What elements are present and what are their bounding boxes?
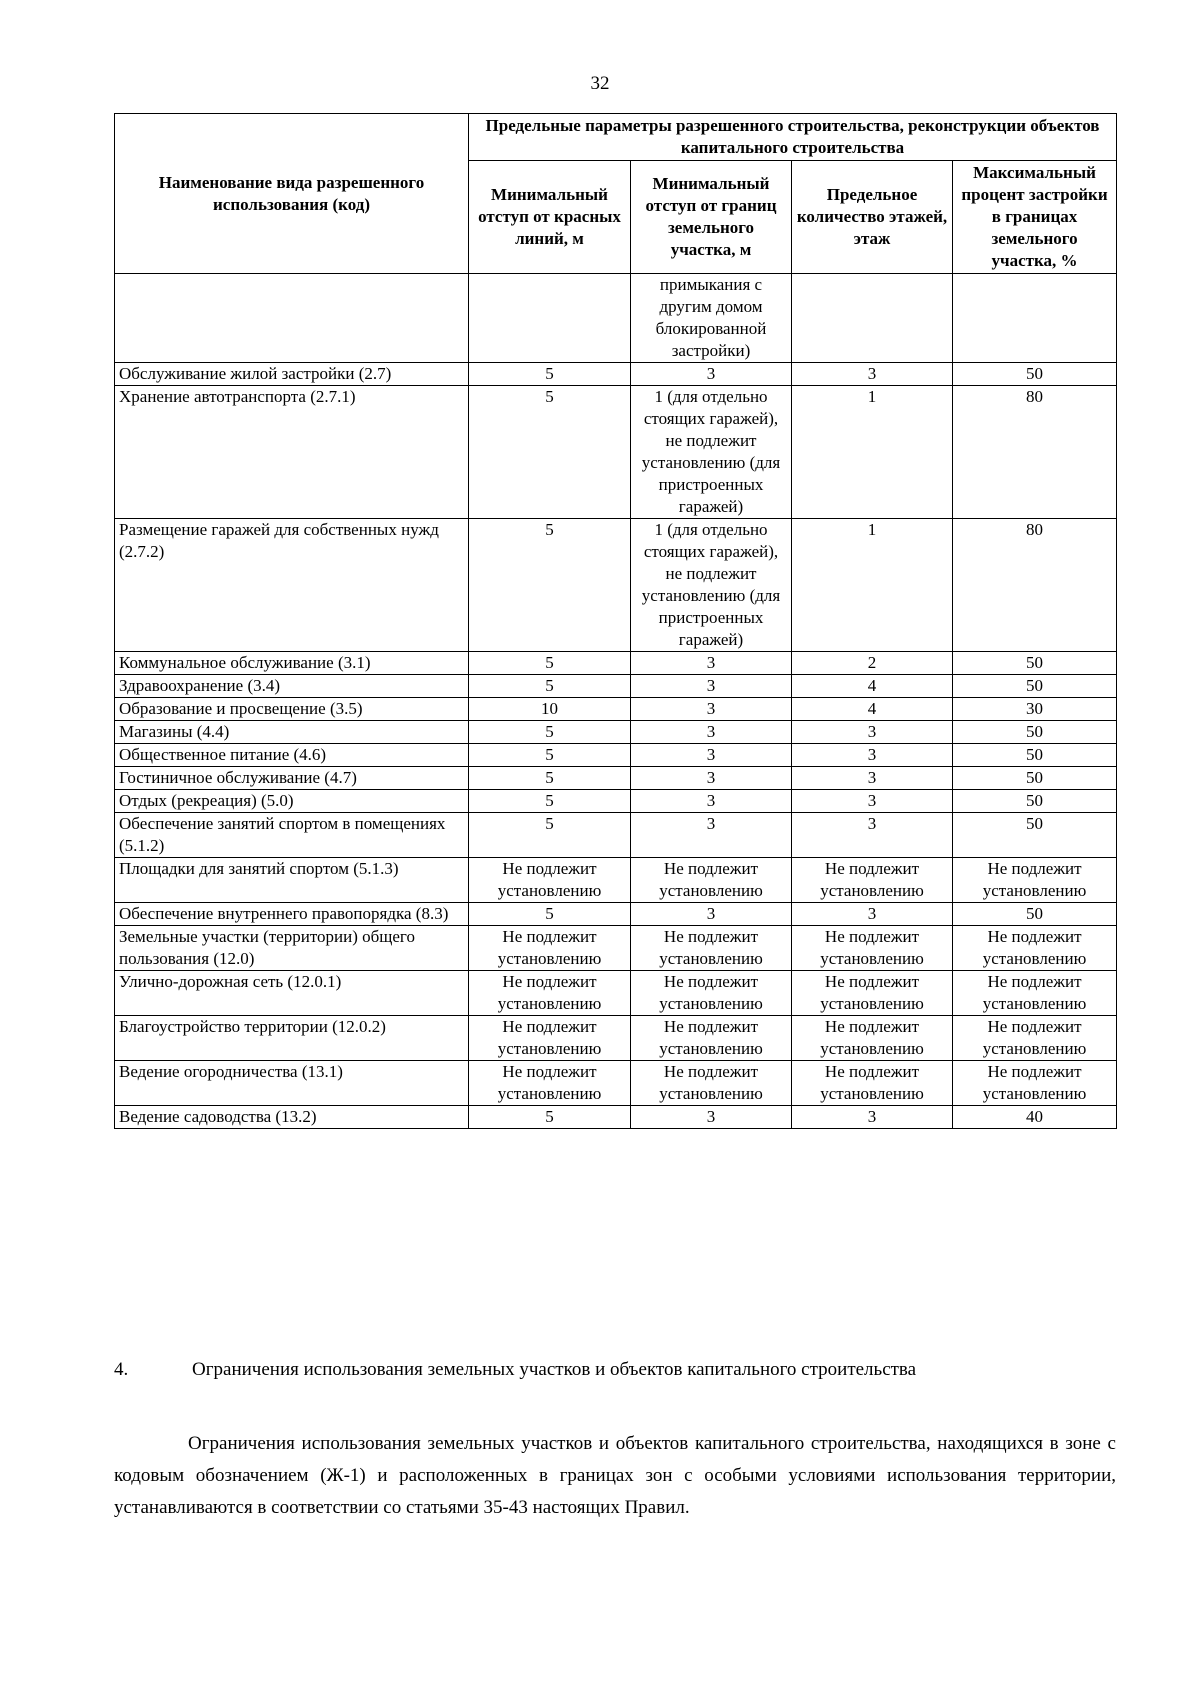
cell-red-lines: 5	[469, 386, 631, 519]
cell-boundaries: 3	[631, 903, 792, 926]
land-use-parameters-table	[114, 113, 1117, 1129]
table-row	[115, 675, 1117, 698]
cell-percent: 50	[953, 744, 1117, 767]
cell-red-lines	[469, 274, 631, 363]
table-row	[115, 971, 1117, 1016]
cell-percent: 50	[953, 790, 1117, 813]
table-row	[115, 1106, 1117, 1129]
cell-red-lines: Не подлежит установлению	[469, 1061, 631, 1106]
cell-percent: 50	[953, 813, 1117, 858]
page-number: 32	[590, 73, 610, 94]
table-row	[115, 790, 1117, 813]
cell-red-lines: 5	[469, 903, 631, 926]
cell-red-lines: Не подлежит установлению	[469, 858, 631, 903]
cell-red-lines: 5	[469, 744, 631, 767]
cell-percent: 40	[953, 1106, 1117, 1129]
cell-floors: 3	[792, 1106, 953, 1129]
cell-boundaries: Не подлежит установлению	[631, 858, 792, 903]
cell-boundaries: 3	[631, 675, 792, 698]
cell-percent: Не подлежит установлению	[953, 1016, 1117, 1061]
table-row	[115, 652, 1117, 675]
cell-percent: 50	[953, 767, 1117, 790]
cell-percent: 30	[953, 698, 1117, 721]
section-paragraph: Ограничения использования земельных участков и объектов капитального строительства, находящихся в зоне с кодовым обозначением (Ж-1) и расположенных в границах зон с особыми условиями использования территории, устанавливаются в соответствии со статьями 35-43 настоящих Правил.	[114, 1433, 1116, 1518]
table-row-continuation	[115, 274, 1117, 363]
table-row	[115, 721, 1117, 744]
cell-boundaries: 3	[631, 767, 792, 790]
cell-boundaries: 3	[631, 363, 792, 386]
cell-floors: 3	[792, 790, 953, 813]
cell-percent: Не подлежит установлению	[953, 971, 1117, 1016]
cell-name: Улично-дорожная сеть (12.0.1)	[115, 971, 469, 1016]
cell-name: Общественное питание (4.6)	[115, 744, 469, 767]
cell-red-lines: 10	[469, 698, 631, 721]
cell-red-lines: 5	[469, 652, 631, 675]
cell-floors: 2	[792, 652, 953, 675]
cell-name	[115, 274, 469, 363]
cell-name: Магазины (4.4)	[115, 721, 469, 744]
table-row	[115, 1061, 1117, 1106]
cell-percent: Не подлежит установлению	[953, 926, 1117, 971]
cell-floors: 3	[792, 721, 953, 744]
cell-percent: 50	[953, 903, 1117, 926]
cell-name: Ведение садоводства (13.2)	[115, 1106, 469, 1129]
cell-boundaries: 1 (для отдельно стоящих гаражей), не подлежит установлению (для пристроенных гаражей)	[631, 386, 792, 519]
cell-floors: 3	[792, 363, 953, 386]
cell-boundaries: 1 (для отдельно стоящих гаражей), не подлежит установлению (для пристроенных гаражей)	[631, 519, 792, 652]
cell-boundaries: 3	[631, 790, 792, 813]
cell-name: Размещение гаражей для собственных нужд (2.7.2)	[115, 519, 469, 652]
table-row	[115, 926, 1117, 971]
table-row	[115, 903, 1117, 926]
cell-boundaries: Не подлежит установлению	[631, 1061, 792, 1106]
table-row	[115, 1016, 1117, 1061]
cell-floors: 1	[792, 386, 953, 519]
table-row	[115, 363, 1117, 386]
header-max-floors: Предельное количество этажей, этаж	[792, 161, 953, 274]
cell-name: Земельные участки (территории) общего пользования (12.0)	[115, 926, 469, 971]
cell-floors: Не подлежит установлению	[792, 926, 953, 971]
table-row	[115, 813, 1117, 858]
header-min-offset-boundaries: Минимальный отступ от границ земельного участка, м	[631, 161, 792, 274]
cell-percent	[953, 274, 1117, 363]
cell-red-lines: Не подлежит установлению	[469, 1016, 631, 1061]
table-row	[115, 744, 1117, 767]
header-use-type-name: Наименование вида разрешенного использования (код)	[115, 114, 469, 274]
cell-floors: 4	[792, 675, 953, 698]
section-heading	[114, 1356, 1116, 1384]
cell-red-lines: 5	[469, 721, 631, 744]
cell-floors: 3	[792, 813, 953, 858]
cell-red-lines: 5	[469, 675, 631, 698]
cell-floors: 3	[792, 903, 953, 926]
cell-name: Ведение огородничества (13.1)	[115, 1061, 469, 1106]
table-header-row-1	[115, 114, 1117, 161]
cell-red-lines: 5	[469, 519, 631, 652]
cell-name: Площадки для занятий спортом (5.1.3)	[115, 858, 469, 903]
header-parameters-group: Предельные параметры разрешенного строительства, реконструкции объектов капитального строительства	[469, 114, 1117, 161]
cell-percent: 50	[953, 721, 1117, 744]
header-min-offset-red-lines: Минимальный отступ от красных линий, м	[469, 161, 631, 274]
header-max-build-percent: Максимальный процент застройки в границах земельного участка, %	[953, 161, 1117, 274]
cell-name: Обеспечение занятий спортом в помещениях (5.1.2)	[115, 813, 469, 858]
cell-name: Отдых (рекреация) (5.0)	[115, 790, 469, 813]
cell-boundaries: 3	[631, 721, 792, 744]
cell-boundaries: Не подлежит установлению	[631, 926, 792, 971]
cell-percent: Не подлежит установлению	[953, 858, 1117, 903]
cell-red-lines: Не подлежит установлению	[469, 971, 631, 1016]
cell-percent: 80	[953, 519, 1117, 652]
table-row	[115, 698, 1117, 721]
cell-name: Обслуживание жилой застройки (2.7)	[115, 363, 469, 386]
cell-boundaries: 3	[631, 1106, 792, 1129]
cell-red-lines: 5	[469, 363, 631, 386]
cell-boundaries: Не подлежит установлению	[631, 971, 792, 1016]
cell-boundaries: примыкания с другим домом блокированной застройки)	[631, 274, 792, 363]
cell-percent: 50	[953, 363, 1117, 386]
cell-percent: Не подлежит установлению	[953, 1061, 1117, 1106]
cell-name: Коммунальное обслуживание (3.1)	[115, 652, 469, 675]
cell-name: Обеспечение внутреннего правопорядка (8.3)	[115, 903, 469, 926]
cell-floors: Не подлежит установлению	[792, 858, 953, 903]
cell-floors: 1	[792, 519, 953, 652]
cell-percent: 50	[953, 652, 1117, 675]
cell-name: Образование и просвещение (3.5)	[115, 698, 469, 721]
cell-name: Благоустройство территории (12.0.2)	[115, 1016, 469, 1061]
table-row	[115, 767, 1117, 790]
cell-boundaries: 3	[631, 744, 792, 767]
cell-floors	[792, 274, 953, 363]
cell-floors: Не подлежит установлению	[792, 1061, 953, 1106]
cell-percent: 50	[953, 675, 1117, 698]
cell-boundaries: 3	[631, 652, 792, 675]
cell-name: Здравоохранение (3.4)	[115, 675, 469, 698]
cell-percent: 80	[953, 386, 1117, 519]
table-row	[115, 386, 1117, 519]
cell-floors: 3	[792, 744, 953, 767]
cell-red-lines: 5	[469, 813, 631, 858]
cell-name: Гостиничное обслуживание (4.7)	[115, 767, 469, 790]
cell-boundaries: Не подлежит установлению	[631, 1016, 792, 1061]
section-number: 4.	[114, 1359, 129, 1380]
cell-floors: 3	[792, 767, 953, 790]
section-heading-text: Ограничения использования земельных участков и объектов капитального строительства	[192, 1359, 917, 1380]
cell-name: Хранение автотранспорта (2.7.1)	[115, 386, 469, 519]
cell-floors: 4	[792, 698, 953, 721]
cell-floors: Не подлежит установлению	[792, 1016, 953, 1061]
cell-red-lines: Не подлежит установлению	[469, 926, 631, 971]
table-row	[115, 858, 1117, 903]
cell-red-lines: 5	[469, 767, 631, 790]
table-row	[115, 519, 1117, 652]
cell-red-lines: 5	[469, 1106, 631, 1129]
cell-boundaries: 3	[631, 813, 792, 858]
cell-boundaries: 3	[631, 698, 792, 721]
cell-red-lines: 5	[469, 790, 631, 813]
cell-floors: Не подлежит установлению	[792, 971, 953, 1016]
